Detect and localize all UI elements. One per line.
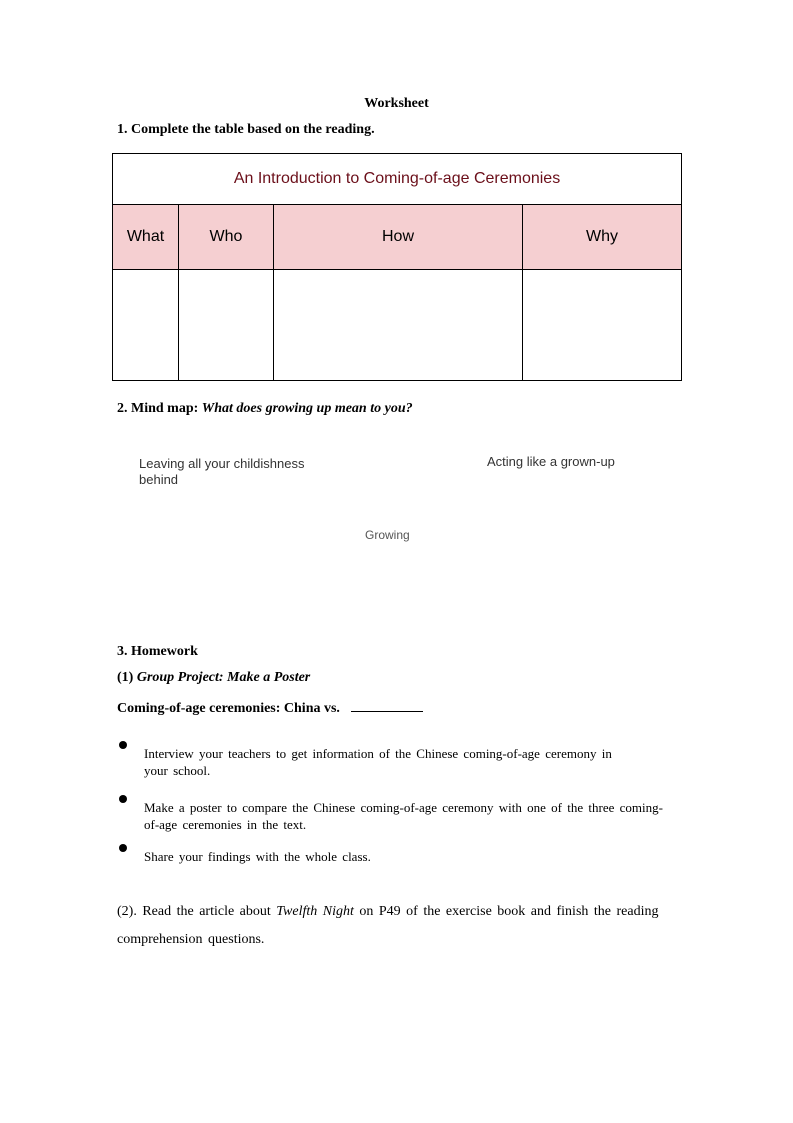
mind-map-question: What does growing up mean to you? [201, 401, 413, 416]
section-1-heading: 1. Complete the table based on the reading. [117, 122, 375, 137]
homework-item-2-title: Twelfth Night [276, 904, 354, 919]
homework-item-1-number: (1) [117, 670, 134, 685]
mind-map-node-left: Leaving all your childishness behind [139, 456, 305, 487]
bullet-item: Make a poster to compare the Chinese coming-of-age ceremony with one of the three coming-of-age ceremonies in the text. [144, 800, 663, 832]
homework-item-1 [117, 670, 310, 686]
cell-how-answer[interactable] [274, 270, 523, 381]
section-2-heading [117, 401, 413, 417]
comparison-blank[interactable] [351, 699, 423, 712]
intro-table [112, 153, 682, 381]
table-caption: An Introduction to Coming-of-age Ceremonies [113, 154, 682, 205]
header-what: What [113, 205, 179, 270]
bullet-item: Interview your teachers to get information of the Chinese coming-of-age ceremony in your school. [144, 746, 612, 778]
comparison-text: Coming-of-age ceremonies: China vs. [117, 701, 340, 716]
header-why: Why [523, 205, 682, 270]
worksheet-title: Worksheet [364, 96, 429, 111]
cell-why-answer[interactable] [523, 270, 682, 381]
mind-map-node-right: Acting like a grown-up [487, 454, 615, 469]
homework-item-2 [117, 898, 677, 954]
header-who: Who [179, 205, 274, 270]
header-how: How [274, 205, 523, 270]
homework-item-1-title: Group Project: Make a Poster [136, 670, 311, 685]
bullet-item: Share your findings with the whole class. [144, 849, 371, 864]
bullet-icon [119, 741, 127, 749]
section-2-label: 2. Mind map: [117, 401, 199, 416]
cell-what-answer[interactable] [113, 270, 179, 381]
comparison-line [117, 699, 423, 717]
cell-who-answer[interactable] [179, 270, 274, 381]
section-3-heading: 3. Homework [117, 644, 198, 659]
homework-item-2-prefix: (2). Read the article about [117, 904, 271, 919]
mind-map-center-node: Growing [365, 528, 410, 542]
homework-item-2-suffix: on P49 of the exercise book and finish the reading comprehension questions. [117, 904, 659, 947]
bullet-icon [119, 795, 127, 803]
bullet-icon [119, 844, 127, 852]
